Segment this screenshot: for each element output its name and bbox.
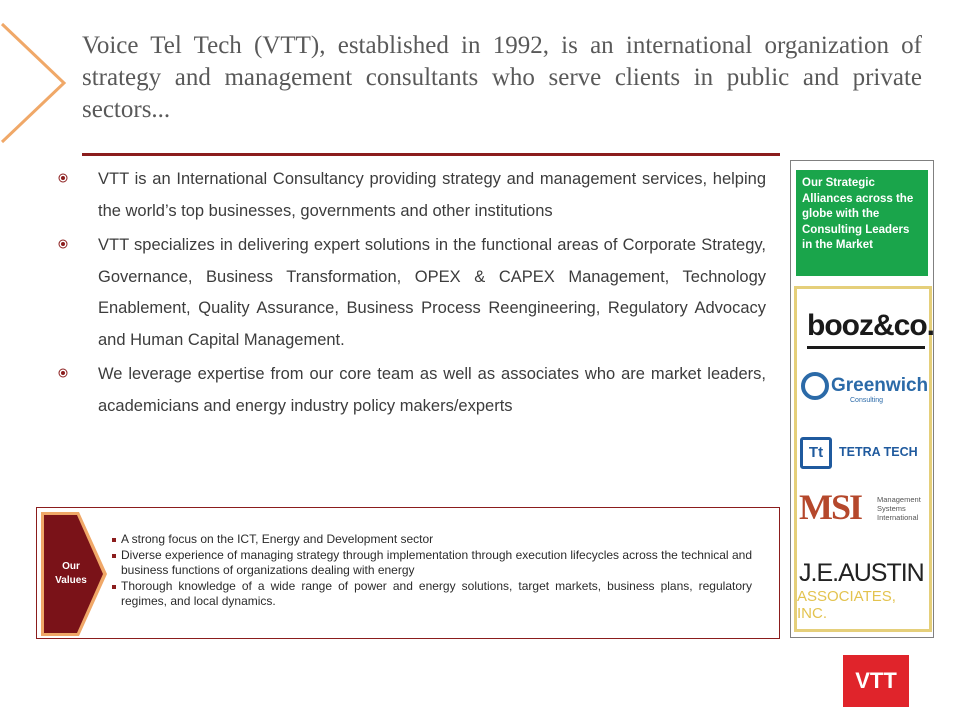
values-item-text: Thorough knowledge of a wide range of power and energy solutions, target markets, business plans, regulatory regimes, and local dynamics. (121, 578, 752, 608)
tetratech-logo: TETRA TECH (839, 445, 918, 459)
bullet-item (58, 164, 766, 227)
square-bullet-icon (112, 585, 116, 589)
booz-logo: booz&co. (807, 309, 934, 342)
values-item (112, 532, 752, 548)
greenwich-logo-mark (801, 372, 829, 400)
msi-logo-sub: Management Systems International (877, 495, 921, 522)
radio-bullet-icon (58, 368, 68, 378)
square-bullet-icon (112, 538, 116, 542)
title-divider (82, 153, 780, 156)
tetratech-logo-mark: Tt (800, 437, 832, 469)
page-title: Voice Tel Tech (VTT), established in 1992, is an international organization of strategy and management consultants who serve clients in public and private sectors... (82, 32, 922, 123)
partner-logos-panel (794, 286, 932, 632)
alliances-heading: Our Strategic Alliances across the globe with the Consulting Leaders in the Market (796, 170, 928, 276)
radio-bullet-icon (58, 173, 68, 183)
jeaustin-logo-sub: ASSOCIATES, INC. (797, 588, 896, 622)
msi-logo: MSI (799, 487, 862, 527)
jeaustin-logo: J.E.AUSTIN (799, 559, 924, 587)
booz-logo-underline (807, 346, 925, 349)
bullet-text: We leverage expertise from our core team as well as associates who are market leaders, academicians and energy industry policy makers/experts (98, 365, 766, 415)
values-label: Our Values (55, 561, 87, 586)
values-item-text: Diverse experience of managing strategy through implementation through execution lifecycles across the technical and business functions of organizations dealing with energy (121, 547, 752, 577)
main-bullet-list (58, 164, 766, 425)
bullet-item (58, 359, 766, 422)
greenwich-logo: Greenwich (831, 375, 929, 396)
bullet-item (58, 230, 766, 356)
values-list (112, 532, 752, 610)
values-item (112, 548, 752, 579)
radio-bullet-icon (58, 239, 68, 249)
vtt-logo: VTT (843, 655, 909, 707)
bullet-text: VTT specializes in delivering expert solutions in the functional areas of Corporate Strategy, Governance, Business Transformation, OPEX & CAPEX Management, Technology Enablement, Quality Assurance, Business Process Reengineering, Regulatory Advocacy and Human Capital Management. (98, 236, 766, 349)
title-chevron-icon (0, 20, 70, 146)
square-bullet-icon (112, 554, 116, 558)
bullet-text: VTT is an International Consultancy providing strategy and management services, helping the world’s top businesses, governments and other institutions (98, 170, 766, 220)
values-item-text: A strong focus on the ICT, Energy and Development sector (121, 532, 434, 546)
values-item (112, 579, 752, 610)
greenwich-logo-sub: Consulting (850, 397, 884, 404)
